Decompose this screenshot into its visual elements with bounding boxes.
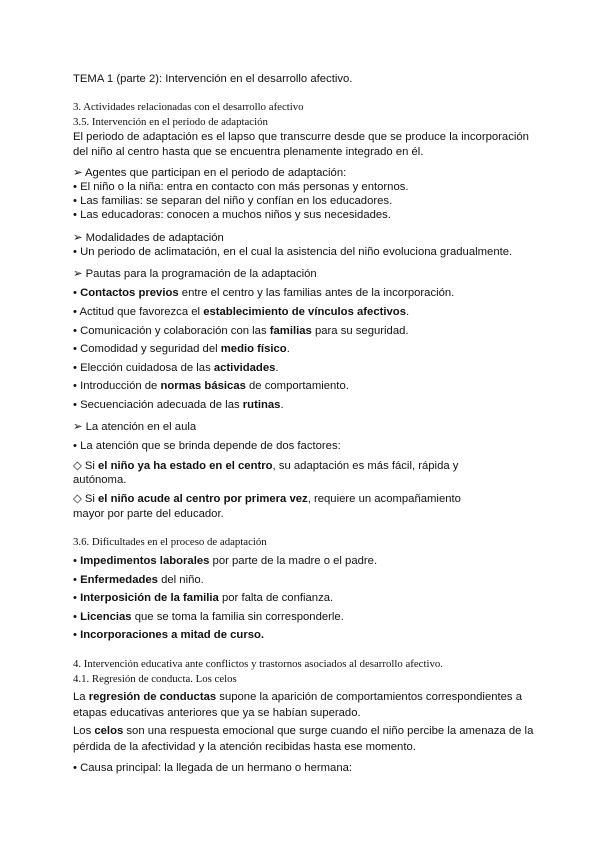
intro-line-1: El periodo de adaptación es el lapso que transcurre desde que se produce la incorporación — [73, 131, 529, 143]
pautas-title: ➢ Pautas para la programación de la adaptación — [73, 268, 317, 280]
pautas-item: • Introducción de normas básicas de comportamiento. — [73, 380, 349, 392]
causa-item: • Causa principal: la llegada de un hermano o hermana: — [73, 762, 353, 774]
celos-line-2: pérdida de la afectividad y la atención recibidas hasta ese momento. — [73, 741, 416, 753]
dificultades-item: • Licencias que se toma la familia sin corresponderle. — [73, 611, 344, 623]
dificultades-item: • Incorporaciones a mitad de curso. — [73, 629, 265, 641]
regresion-line-1: La regresión de conductas supone la aparición de comportamientos correspondientes a — [73, 691, 522, 703]
document-title: TEMA 1 (parte 2): Intervención en el desarrollo afectivo. — [73, 73, 353, 85]
section-3-heading: 3. Actividades relacionadas con el desarrollo afectivo — [73, 101, 304, 113]
dificultades-item: • Interposición de la familia por falta de confianza. — [73, 592, 334, 604]
section-3-5-heading: 3.5. Intervención en el periodo de adaptación — [73, 116, 268, 128]
regresion-line-2: etapas educativas anteriores que ya se habían superado. — [73, 707, 361, 719]
agentes-item: • Las familias: se separan del niño y confían en los educadores. — [73, 195, 393, 207]
agentes-item: • Las educadoras: conocen a muchos niños y sus necesidades. — [73, 209, 391, 221]
modalidades-title: ➢ Modalidades de adaptación — [73, 232, 224, 244]
modalidades-item: • Un periodo de aclimatación, en el cual la asistencia del niño evoluciona gradualmente. — [73, 246, 513, 258]
pautas-item: • Actitud que favorezca el establecimiento de vínculos afectivos. — [73, 306, 410, 318]
aula-item: • La atención que se brinda depende de dos factores: — [73, 440, 341, 452]
section-4-1-heading: 4.1. Regresión de conducta. Los celos — [73, 673, 237, 685]
section-3-6-heading: 3.6. Dificultades en el proceso de adaptación — [73, 536, 267, 548]
agentes-title: ➢ Agentes que participan en el periodo de adaptación: — [73, 167, 347, 179]
factor-1-cont: autónoma. — [73, 474, 127, 486]
dificultades-item: • Impedimentos laborales por parte de la madre o el padre. — [73, 555, 378, 567]
factor-1: ◇ Si el niño ya ha estado en el centro, su adaptación es más fácil, rápida y — [73, 460, 459, 472]
celos-line-1: Los celos son una respuesta emocional que surge cuando el niño percibe la amenaza de la — [73, 725, 534, 737]
section-4-heading: 4. Intervención educativa ante conflictos y trastornos asociados al desarrollo afectivo. — [73, 658, 443, 670]
aula-title: ➢ La atención en el aula — [73, 421, 197, 433]
intro-line-2: del niño al centro hasta que se encuentra plenamente integrado en él. — [73, 146, 424, 158]
pautas-item: • Secuenciación adecuada de las rutinas. — [73, 399, 284, 411]
pautas-item: • Contactos previos entre el centro y las familias antes de la incorporación. — [73, 287, 455, 299]
factor-2: ◇ Si el niño acude al centro por primera vez, requiere un acompañamiento — [73, 493, 461, 505]
pautas-item: • Comodidad y seguridad del medio físico. — [73, 343, 290, 355]
pautas-item: • Comunicación y colaboración con las familias para su seguridad. — [73, 325, 409, 337]
pautas-item: • Elección cuidadosa de las actividades. — [73, 362, 279, 374]
agentes-item: • El niño o la niña: entra en contacto con más personas y entornos. — [73, 181, 409, 193]
dificultades-item: • Enfermedades del niño. — [73, 574, 204, 586]
factor-2-cont: mayor por parte del educador. — [73, 508, 224, 520]
